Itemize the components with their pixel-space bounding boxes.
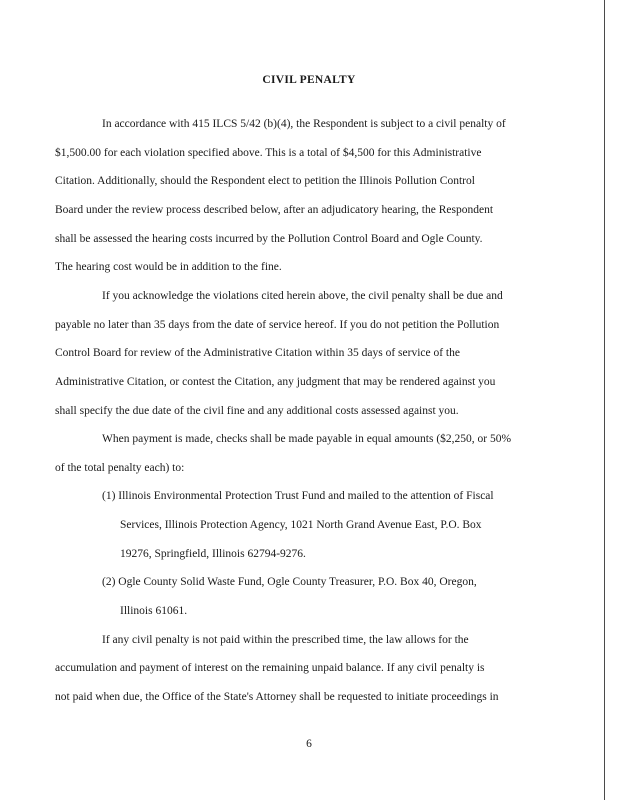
- paragraph-3-line-1: When payment is made, checks shall be made payable in equal amounts ($2,250, or 50%: [102, 433, 512, 446]
- paragraph-1-line-3: Citation. Additionally, should the Respondent elect to petition the Illinois Pollution Control: [55, 175, 475, 188]
- paragraph-2-line-3: Control Board for review of the Administrative Citation within 35 days of service of the: [55, 347, 460, 360]
- paragraph-2-line-1: If you acknowledge the violations cited herein above, the civil penalty shall be due and: [102, 289, 503, 302]
- paragraph-2-line-2: payable no later than 35 days from the date of service hereof. If you do not petition the Pollution: [55, 318, 500, 331]
- paragraph-2-line-5: shall specify the due date of the civil fine and any additional costs assessed against you.: [55, 404, 459, 417]
- paragraph-4-line-1: If any civil penalty is not paid within the prescribed time, the law allows for the: [102, 633, 469, 646]
- list-item-2-line-1: (2) Ogle County Solid Waste Fund, Ogle County Treasurer, P.O. Box 40, Oregon,: [102, 576, 477, 589]
- page-number: 6: [306, 738, 312, 750]
- paragraph-2-line-4: Administrative Citation, or contest the Citation, any judgment that may be rendered against you: [55, 375, 496, 388]
- list-item-1-line-2: Services, Illinois Protection Agency, 1021 North Grand Avenue East, P.O. Box: [120, 519, 482, 532]
- paragraph-1-line-4: Board under the review process described below, after an adjudicatory hearing, the Respondent: [55, 203, 494, 216]
- paragraph-1-line-5: shall be assessed the hearing costs incurred by the Pollution Control Board and Ogle County.: [55, 232, 483, 245]
- list-item-1-line-1: (1) Illinois Environmental Protection Trust Fund and mailed to the attention of Fiscal: [102, 490, 494, 503]
- paragraph-1-line-2: $1,500.00 for each violation specified above. This is a total of $4,500 for this Administrative: [55, 146, 482, 159]
- paragraph-4-line-2: accumulation and payment of interest on the remaining unpaid balance. If any civil penalty is: [55, 662, 485, 675]
- paragraph-3-line-2: of the total penalty each) to:: [55, 461, 185, 474]
- list-item-2-line-2: Illinois 61061.: [120, 605, 188, 617]
- paragraph-4-line-3: not paid when due, the Office of the State's Attorney shall be requested to initiate proceedings in: [55, 691, 499, 703]
- paragraph-1-line-1: In accordance with 415 ILCS 5/42 (b)(4), the Respondent is subject to a civil penalty of: [102, 118, 506, 130]
- page-edge-rule: [604, 0, 605, 800]
- page-title: CIVIL PENALTY: [262, 74, 356, 86]
- list-item-1-line-3: 19276, Springfield, Illinois 62794-9276.: [120, 547, 306, 560]
- paragraph-1-line-6: The hearing cost would be in addition to the fine.: [55, 261, 282, 274]
